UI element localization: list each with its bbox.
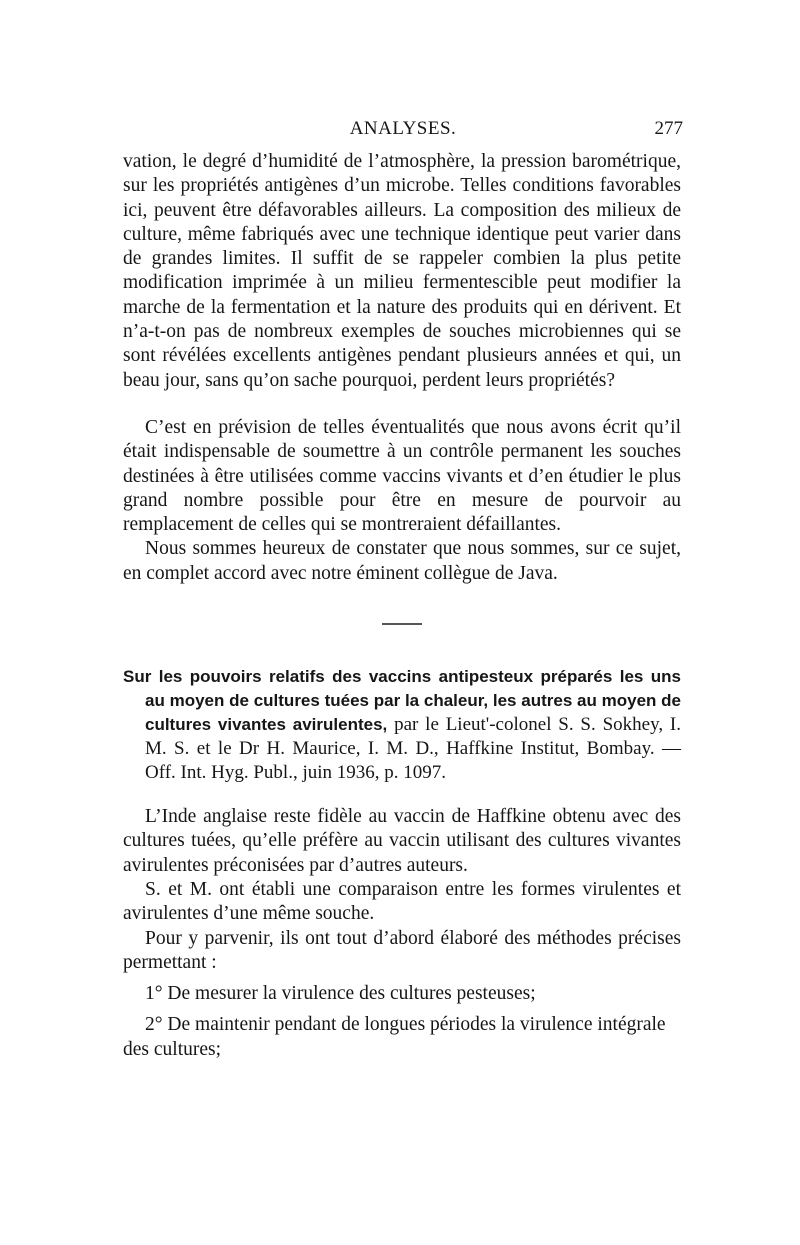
paragraph-gap (123, 393, 681, 416)
paragraph-gap (123, 785, 681, 805)
paragraph: Nous sommes heureux de constater que nous sommes, sur ce sujet, en complet accord avec notre éminent collègue de Java. (123, 538, 681, 584)
paragraph: S. et M. ont établi une comparaison entre les formes virulentes et avirulentes d’une même souche. (123, 878, 681, 925)
list-item: 1° De mesurer la virulence des cultures pesteuses; (145, 983, 536, 1005)
page-number: 277 (654, 118, 683, 139)
paragraph: Pour y parvenir, ils ont tout d’abord élaboré des méthodes précises permettant : (123, 927, 681, 973)
review-authors: par le Lieut'-colonel S. S. Sokhey, I. M. S. et le Dr H. Maurice, I. M. D., Haffkine Institut, Bombay. — (145, 714, 681, 760)
running-title: ANALYSES. (349, 118, 457, 139)
article-body (123, 150, 681, 1062)
review-title: Sur les pouvoirs relatifs des vaccins antipesteux préparés les uns au moyen de cultures tuées par la chaleur, les autres au moyen de cultures vivantes avirulentes, (123, 667, 681, 735)
review-journal: Off. Int. Hyg. Publ., (145, 762, 298, 784)
section-separator (382, 623, 422, 625)
paragraph: C’est en prévision de telles éventualités que nous avons écrit qu’il était indispensable de soumettre à un contrôle permanent les souches destinées à être utilisées comme vaccins vivants et d’en étudier le plus grand nombre possible pour être en mesure de pourvoir au remplacement de celles qui se montreraient défaillantes. (123, 416, 681, 536)
list-item: 2° De maintenir pendant de longues périodes la virulence intégrale des cultures; (123, 1014, 666, 1060)
page-header (123, 118, 683, 144)
review-heading (123, 665, 681, 785)
paragraph-continuation: vation, le degré d’humidité de l’atmosphère, la pression barométrique, sur les propriétés antigènes d’un microbe. Telles conditions favorables ici, peuvent être défavorables ailleurs. La composition des milieux de culture, même fabriqués avec une technique identique peut varier dans de grandes limites. Il suffit de se rappeler combien la plus petite modification imprimée à un milieu fermentescible peut modifier la marche de la fermentation et la nature des produits qui en dérivent. Et n’a-t-on pas de nombreux exemples de souches microbiennes qui se sont révélées excellents antigènes pendant plusieurs années et qui, un beau jour, sans qu’on sache pourquoi, perdent leurs propriétés? (123, 151, 681, 391)
review-citation: juin 1936, p. 1097. (302, 762, 447, 784)
paragraph: L’Inde anglaise reste fidèle au vaccin de Haffkine obtenu avec des cultures tuées, qu’elle préfère au vaccin utilisant des cultures vivantes avirulentes préconisées par d’autres auteurs. (123, 806, 681, 876)
